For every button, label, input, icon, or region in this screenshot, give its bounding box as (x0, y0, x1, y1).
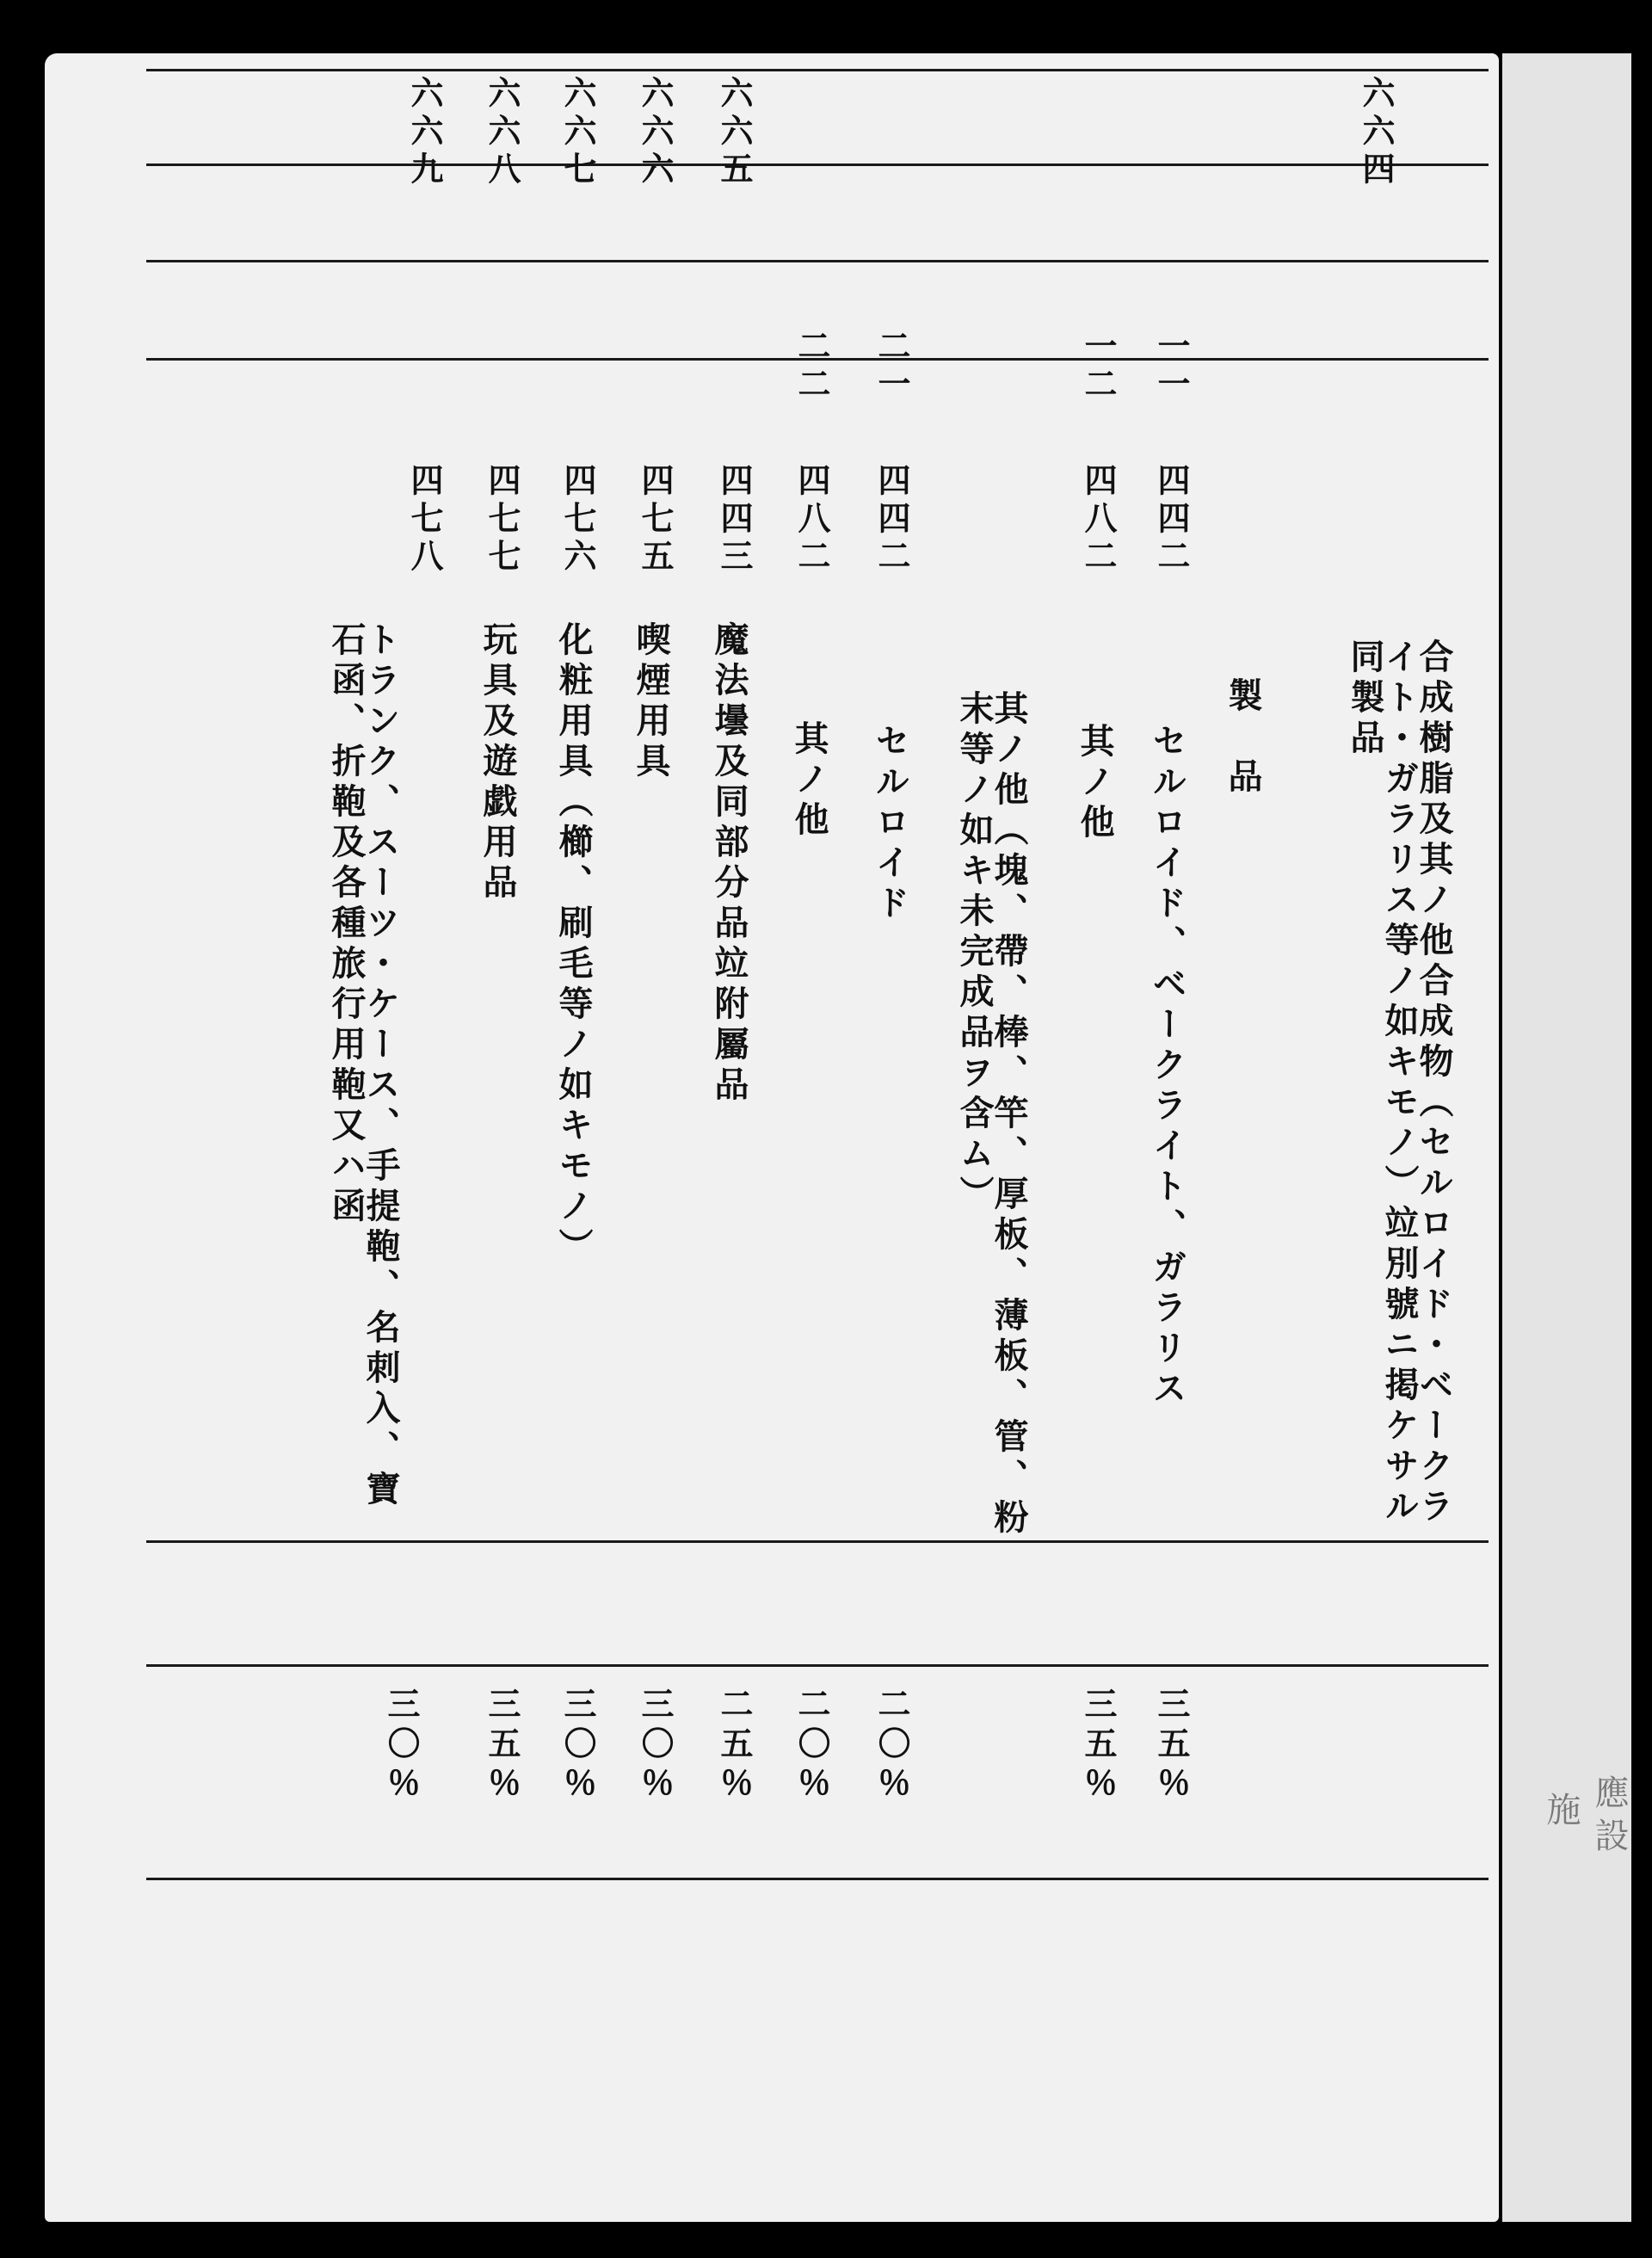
item-description: トランク、スーツ・ケース、手提鞄、名刺入、寶石函、折鞄及各種旅行用鞄又ハ函 (326, 621, 401, 1511)
section-number: 六六八 (483, 76, 521, 189)
duty-rate: 三〇％ (636, 1687, 675, 1805)
item-description: セルロイド、ベークライト、ガラリス (1147, 723, 1187, 1410)
tariff-code: 四四二 (1152, 463, 1191, 577)
section-number: 六六七 (558, 76, 597, 189)
duty-rate: 二〇％ (792, 1687, 831, 1805)
section-number: 六六九 (405, 76, 444, 189)
item-description: 其ノ他（塊、帶、棒、竿、厚板、薄板、管、粉末等ノ如キ未完成品ヲ含ム） (954, 690, 1029, 1539)
margin-note: 施 (1541, 1792, 1581, 1829)
item-description: 魔法壜及同部分品竝附屬品 (709, 621, 749, 1107)
table-rule-bottom (146, 1878, 1489, 1880)
tariff-code: 四七六 (558, 463, 597, 577)
scanned-page (45, 53, 1499, 2222)
table-rule-desc (146, 1540, 1489, 1543)
duty-rate: 三〇％ (382, 1687, 421, 1805)
duty-rate: 三五％ (1079, 1687, 1118, 1805)
duty-rate: 二五％ (715, 1687, 754, 1805)
table-rule-section (146, 163, 1489, 166)
table-rule-rate-top (146, 1664, 1489, 1667)
item-description: 合成樹脂及其ノ他合成物（セルロイド・ベークライト・ガラリス等ノ如キモノ）竝別號ニ掲ケサル同製品 (1345, 639, 1454, 1528)
item-description: 其ノ他 (1075, 723, 1115, 844)
tariff-code: 四七五 (636, 463, 675, 577)
page-header-number: 六六四 (1357, 76, 1396, 189)
section-number: 六六五 (715, 76, 754, 189)
sub-number: 二二 (792, 329, 831, 404)
tariff-code: 四七八 (405, 463, 444, 577)
item-description: セルロイド (870, 723, 910, 925)
item-description: 其ノ他 (789, 720, 829, 842)
margin-note: 設 (1589, 1817, 1629, 1855)
table-rule-sub (146, 260, 1489, 262)
duty-rate: 二〇％ (872, 1687, 911, 1805)
tariff-code: 四四二 (872, 463, 911, 577)
item-description: 製 品 (1223, 677, 1263, 799)
tariff-code: 四七七 (483, 463, 521, 577)
duty-rate: 三五％ (1152, 1687, 1191, 1805)
margin-note: 應 (1589, 1774, 1629, 1812)
section-number: 六六六 (636, 76, 675, 189)
tariff-code: 四八二 (792, 463, 831, 577)
item-description: 喫煙用具 (631, 621, 671, 783)
sub-number: 二一 (872, 329, 911, 404)
item-description: 玩具及遊戯用品 (478, 621, 518, 904)
sub-number: 一一 (1152, 329, 1191, 404)
duty-rate: 三〇％ (558, 1687, 597, 1805)
tariff-code: 四四三 (715, 463, 754, 577)
item-description: 化粧用具（櫛、刷毛等ノ如キモノ） (553, 621, 594, 1268)
table-rule-top (146, 69, 1489, 71)
tariff-code: 四八二 (1079, 463, 1118, 577)
adjacent-page-margin (1502, 53, 1631, 2222)
duty-rate: 三五％ (483, 1687, 521, 1805)
sub-number: 一二 (1079, 329, 1118, 404)
